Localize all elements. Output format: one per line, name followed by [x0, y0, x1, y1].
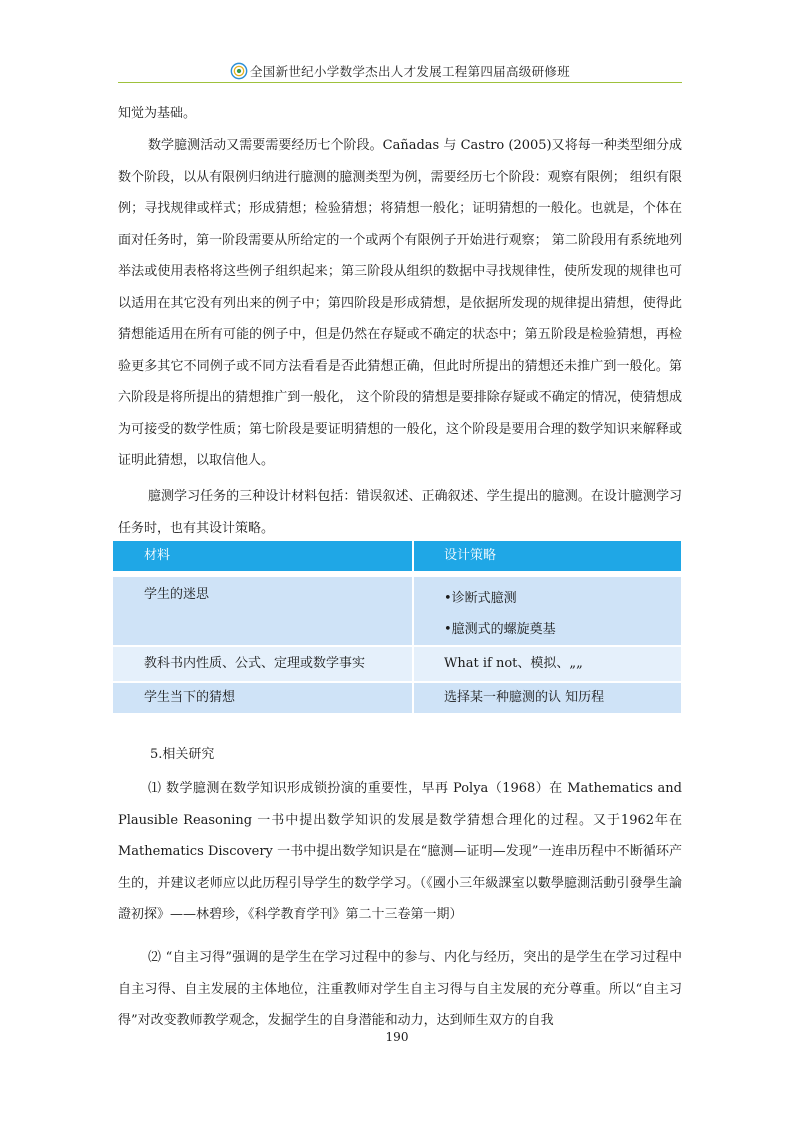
material-cell: 学生的迷思 — [113, 577, 413, 645]
paragraph-1: 知觉为基础。 — [118, 106, 197, 121]
table-row — [113, 647, 681, 681]
material-cell: 教科书内性质、公式、定理或数学事实 — [113, 647, 413, 681]
table-header-row — [113, 541, 681, 571]
strategy-item: •臆测式的螺旋奠基 — [444, 622, 556, 637]
strategy-cell: 选择某一种臆测的认 知历程 — [413, 683, 681, 713]
header-title: 全国新世纪小学数学杰出人才发展工程第四届高级研修班 — [249, 64, 570, 79]
design-materials-table — [113, 541, 681, 713]
logo-icon — [230, 62, 248, 80]
section-title: 5.相关研究 — [150, 747, 215, 762]
header-divider — [118, 82, 682, 83]
page-number: 190 — [385, 1030, 409, 1044]
header-material: 材料 — [113, 541, 413, 571]
paragraph-5: ⑵ “自主习得”强调的是学生在学习过程中的参与、内化与经历，突出的是学生在学习过程中自主习得、自主发展的主体地位，注重教师对学生自主习得与自主发展的充分尊重。所以“自主习得”对改变教师教学观念，发掘学生的自身潜能和动力，达到师生双方的自我 — [118, 950, 682, 1028]
paragraph-2: 数学臆测活动又需要需要经历七个阶段。Cañadas 与 Castro (2005)又将每一种类型细分成数个阶段，以从有限例归纳进行臆测的臆测类型为例，需要经历七个阶段：观察有限例； 组织有限例；寻找规律或样式；形成猜想；检验猜想；将猜想一般化；证明猜想的一般化。也就是，个体在面对任务时，第一阶段需要从所给定的一个或两个有限例子开始进行观察； 第二阶段用有系统地列举法或使用表格将这些例子组织起来；第三阶段从组织的数据中寻找规律性，使所发现的规律也可以适用在其它没有列出来的例子中；第四阶段是形成猜想，是依据所发现的规律提出猜想，使得此猜想能适用在所有可能的例子中，但是仍然在存疑或不确定的状态中；第五阶段是检验猜想，再检验更多其它不同例子或不同方法看看是否此猜想正确，但此时所提出的猜想还未推广到一般化。第六阶段是将所提出的猜想推广到一般化， 这个阶段的猜想是要排除存疑或不确定的情况，使猜想成为可接受的数学性质；第七阶段是要证明猜想的一般化，这个阶段是要用合理的数学知识来解释或证明此猜想，以取信他人。 — [118, 138, 682, 468]
strategy-cell: What if not、模拟、„„ — [413, 647, 681, 681]
strategy-cell — [413, 577, 681, 645]
page-header — [118, 58, 682, 84]
material-cell: 学生当下的猜想 — [113, 683, 413, 713]
paragraph-4: ⑴ 数学臆测在数学知识形成锁扮演的重要性，早再 Polya（1968）在 Mathematics and Plausible Reasoning 一书中提出数学知识的发展是数学猜想合理化的过程。又于1962年在 Mathematics Discovery 一书中提出数学知识是在“臆测—证明—发现”一连串历程中不断循环产生的，并建议老师应以此历程引导学生的数学学习。（《國小三年級課室以數學臆測活動引發學生論證初探》——林碧珍，《科学教育学刊》第二十三卷第一期） — [118, 781, 682, 922]
table-row — [113, 577, 681, 645]
table-row — [113, 683, 681, 713]
strategy-item: •诊断式臆测 — [444, 591, 517, 606]
header-strategy: 设计策略 — [413, 541, 681, 571]
paragraph-3: 臆测学习任务的三种设计材料包括：错误叙述、正确叙述、学生提出的臆测。在设计臆测学习任务时，也有其设计策略。 — [118, 489, 682, 536]
